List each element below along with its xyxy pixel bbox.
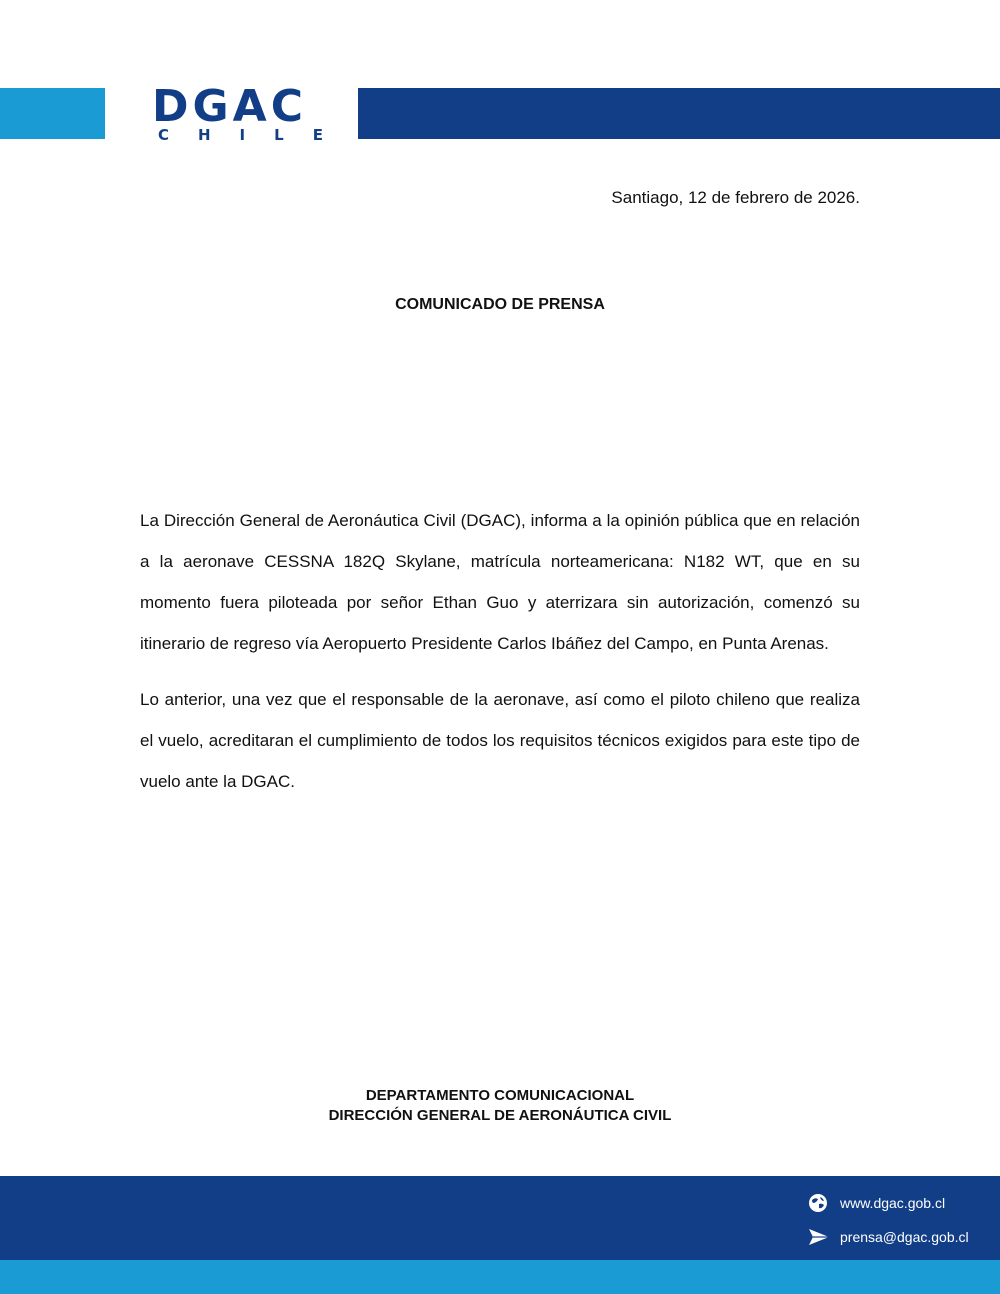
logo-sub-text: CHILE: [158, 126, 352, 144]
signature-block: [0, 1086, 1000, 1126]
paper-plane-icon: [808, 1227, 830, 1247]
header-accent-bar: [0, 88, 105, 139]
signature-institution: DIRECCIÓN GENERAL DE AERONÁUTICA CIVIL: [328, 1107, 672, 1124]
document-title: COMUNICADO DE PRENSA: [395, 296, 605, 313]
body-paragraph: Lo anterior, una vez que el responsable de la aeronave, así como el piloto chileno que realiza el vuelo, acreditaran el cumplimiento de todos los requisitos técnicos exigidos para este tipo de vuelo ante la DGAC.: [140, 690, 860, 791]
globe-icon: [808, 1193, 828, 1213]
website-link[interactable]: www.dgac.gob.cl: [840, 1195, 946, 1211]
dgac-logo: [152, 81, 352, 152]
body-paragraph: La Dirección General de Aeronáutica Civil (DGAC), informa a la opinión pública que en relación a la aeronave CESSNA 182Q Skylane, matrícula norteamericana: N182 WT, que en su momento fuera piloteada por señor Ethan Guo y aterrizara sin autorización, comenzó su itinerario de regreso vía Aeropuerto Presidente Carlos Ibáñez del Campo, en Punta Arenas.: [140, 511, 860, 653]
footer-bar: [0, 1176, 1000, 1260]
logo-main-text: DGAC: [152, 81, 307, 132]
signature-department: DEPARTAMENTO COMUNICACIONAL: [365, 1087, 635, 1104]
email-link[interactable]: prensa@dgac.gob.cl: [840, 1229, 969, 1245]
document-date: Santiago, 12 de febrero de 2026.: [611, 188, 860, 207]
header-primary-bar: [358, 88, 1000, 139]
footer-accent-strip: [0, 1260, 1000, 1294]
document-body: [140, 500, 860, 817]
